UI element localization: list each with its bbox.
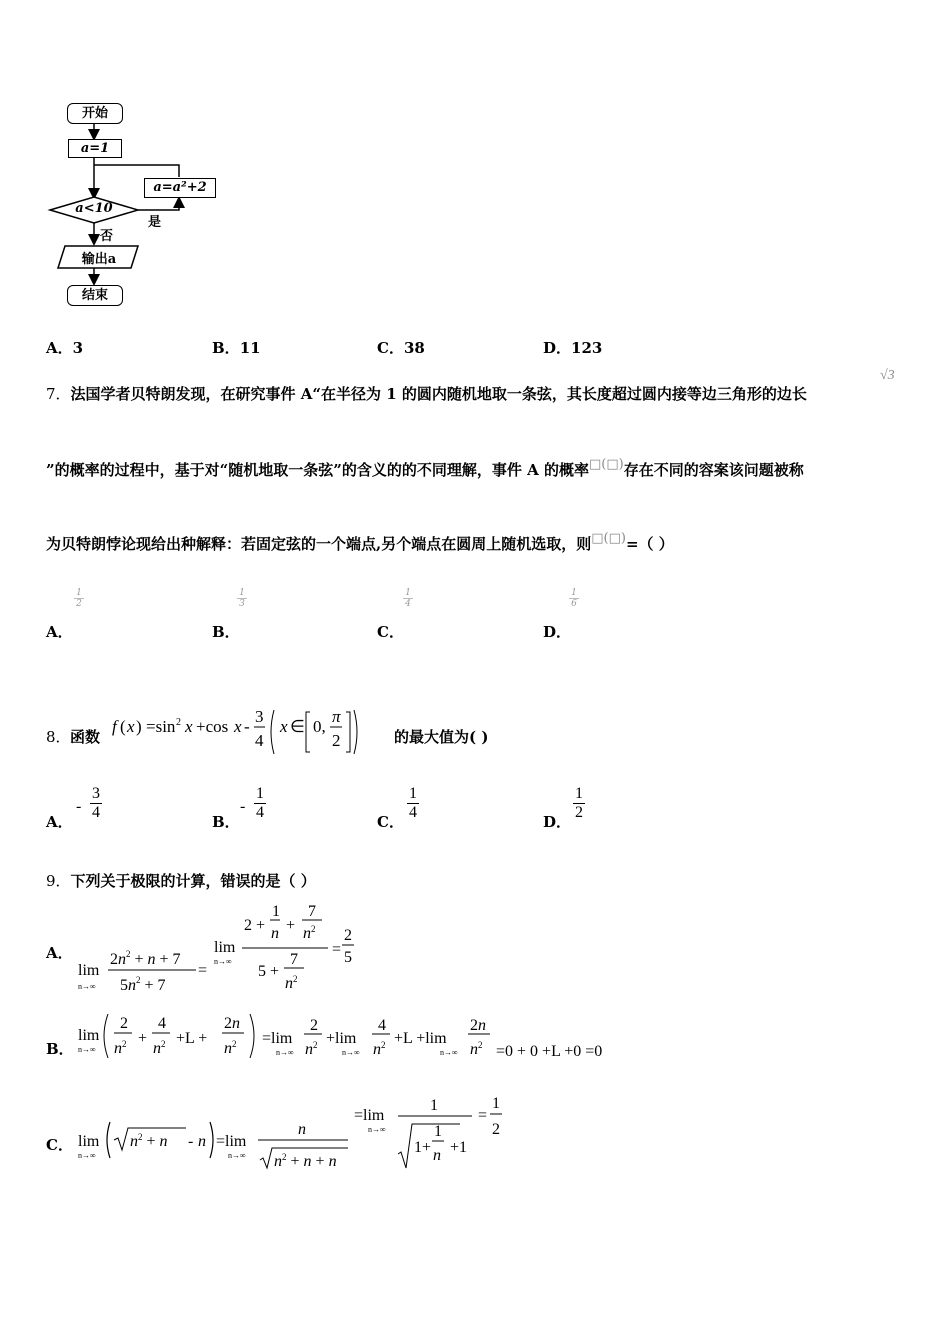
svg-text:=: = [332,941,342,958]
q9-stem: 9．下列关于极限的计算，错误的是（ ） [46,872,316,890]
svg-text:1+: 1+ [414,1139,432,1156]
flowchart-condition: a<10 [75,201,113,216]
svg-text:x: x [234,717,242,736]
svg-text:lim: lim [78,1027,100,1044]
q9-option-a[interactable]: A． lim n→∞ $2n^2 + n + 7$ $5n^2 + 7$ = lim n→∞ 2 + 1 n + 7 $n^2$ 5 + 7 $n^2$ = 2 5 [46,900,386,1000]
q7-sqrt3: √3 [880,368,895,383]
q6-option-d[interactable]: D．123 [543,339,603,357]
svg-text:+: + [286,917,296,934]
q8-lead: 函数 [70,728,101,746]
q7-line2: ”的概率的过程中，基于对“随机地取一条弦”的含义的的不同理解，事件 A 的概率□(□)存在不同的容案该问题被称 [46,457,804,479]
q8-tail: 的最大值为( ) [394,728,489,746]
svg-text:(: ( [120,717,126,736]
svg-text:=lim: =lim [354,1107,385,1124]
svg-text:2: 2 [176,717,181,728]
svg-text:n2: $n^2$ [373,1040,386,1058]
q8-function [110,708,395,758]
q6-option-a[interactable]: A．3 [46,339,84,357]
svg-text:1: 1 [272,903,280,920]
q9-b-formula [76,1008,646,1068]
q7-number: 7． [46,385,71,403]
svg-text:n2: $n^2$ [303,924,316,942]
svg-text:+cos: +cos [196,717,229,736]
flowchart-no: 否 [100,229,114,244]
svg-text:n2: $n^2$ [114,1039,127,1057]
svg-text:f: f [112,717,117,736]
q8-option-b[interactable]: B． - $\frac{1}{4}$ [212,785,264,831]
q8-option-c[interactable]: C． $\frac{1}{4}$ [377,785,417,831]
svg-text:-: - [188,1133,194,1150]
svg-text:n→∞: n→∞ [78,982,96,991]
svg-text:n: n [198,1133,206,1150]
svg-text:n→∞: n→∞ [228,1151,246,1160]
svg-text:2: 2 [310,1017,318,1034]
q9-option-c[interactable]: C． lim n→∞ $n^2 + n$ - n =lim n→∞ n $n^2 + n + n$ =lim n→∞ 1 1+ 1 n +1 = 1 2 [46,1094,526,1176]
q6-option-b[interactable]: B．11 [212,339,261,357]
svg-text:5: 5 [344,949,352,966]
svg-text:n→∞: n→∞ [276,1048,294,1057]
svg-text:+lim: +lim [326,1030,357,1047]
q8-line [46,702,566,762]
svg-text:5 +: 5 + [258,963,280,980]
svg-text:): ) [136,717,142,736]
svg-text:π: π [332,708,341,726]
q7-probability-glyph: □(□) [588,457,624,472]
q9-a-formula [76,900,396,1000]
svg-text:n2: $n^2$ [285,974,298,992]
svg-text:2: 2 [332,731,341,750]
svg-text:n2: $n^2$ [224,1039,237,1057]
q7-line1: 7．法国学者贝特朗发现，在研究事件 A“在半径为 1 的圆内随机地取一条弦，其长度超过圆内接等边三角形的边长 [46,385,807,403]
flowchart-yes: 是 [148,215,162,230]
svg-text:1: 1 [430,1097,438,1114]
q8-function-formula [110,708,395,760]
svg-text:+: + [138,1030,148,1047]
svg-text:-: - [244,717,250,736]
svg-text:2: 2 [492,1121,500,1138]
svg-text:5n2 + 7: $5n^2 + 7$ [120,975,166,994]
svg-text:=lim: =lim [262,1030,293,1047]
svg-text:2: 2 [344,927,352,944]
svg-text:n2: $n^2$ [153,1039,166,1057]
q9-c-formula [76,1094,526,1176]
svg-text:0,: 0, [313,717,326,736]
svg-text:2n: 2n [470,1017,486,1034]
svg-text:n→∞: n→∞ [214,957,232,966]
svg-text:=sin: =sin [146,717,176,736]
svg-text:1: 1 [492,1095,500,1112]
flowchart [40,95,240,310]
svg-text:lim: lim [214,939,236,956]
q8-number: 8． [46,728,71,746]
svg-text:2 +: 2 + [244,917,266,934]
svg-text:1: 1 [434,1123,442,1140]
q9-option-b[interactable]: B． lim n→∞ 2 $n^2$ + 4 $n^2$ +L + 2n $n^2$ =lim n→∞ 2 $n^2$ +lim n→∞ 4 $n^2$ +L +lim n→∞ 2n $n^2$ =0 + 0 +L +0 =0 [46,1008,646,1068]
svg-text:3: 3 [255,708,264,726]
svg-text:7: 7 [290,951,298,968]
svg-text:7: 7 [308,903,316,920]
q8-option-d[interactable]: D． $\frac{1}{2}$ [543,785,583,831]
svg-text:n→∞: n→∞ [78,1045,96,1054]
svg-text:∈: ∈ [290,717,305,736]
svg-text:+L +: +L + [176,1030,208,1047]
q7-line3: 为贝特朗悖论现给出种解释：若固定弦的一个端点,另个端点在圆周上随机选取，则□(□)=（ ） [46,531,674,553]
svg-text:n2 + n + n: $n^2 + n + n$ [274,1152,337,1170]
flowchart-end: 结束 [67,285,123,306]
svg-text:lim: lim [78,962,100,979]
svg-text:2n2 + n + 7: $2n^2 + n + 7$ [110,949,181,968]
svg-text:2n: 2n [224,1015,240,1032]
svg-text:n→∞: n→∞ [440,1048,458,1057]
svg-text:=: = [478,1107,488,1124]
flowchart-init: a=1 [68,139,122,158]
svg-text:n2: $n^2$ [470,1040,483,1058]
svg-text:x: x [127,717,135,736]
flowchart-start: 开始 [67,103,123,124]
svg-text:n→∞: n→∞ [78,1151,96,1160]
svg-text:x: x [280,717,288,736]
svg-text:n→∞: n→∞ [368,1125,386,1134]
svg-text:2: 2 [120,1015,128,1032]
svg-text:n2 + n: $n^2 + n$ [130,1132,168,1150]
svg-text:=: = [198,962,208,979]
svg-text:+1: +1 [450,1139,468,1156]
svg-text:n: n [433,1147,441,1164]
svg-text:4: 4 [158,1015,166,1032]
flowchart-output: 输出a [81,252,117,267]
svg-text:n: n [271,925,279,942]
svg-text:+L +lim: +L +lim [394,1030,447,1047]
svg-text:=lim: =lim [216,1133,247,1150]
q8-option-a[interactable]: A． - $\frac{3}{4}$ [46,785,100,831]
flowchart-update: a=a²+2 [144,178,216,198]
svg-text:n→∞: n→∞ [342,1048,360,1057]
svg-text:=0 + 0 +L +0 =0: =0 + 0 +L +0 =0 [496,1043,603,1060]
svg-text:4: 4 [378,1017,386,1034]
svg-text:4: 4 [255,731,264,750]
q7-probability-glyph-2: □(□) [591,531,626,546]
svg-text:lim: lim [78,1133,100,1150]
svg-text:n: n [298,1121,306,1138]
q6-option-c[interactable]: C．38 [377,339,425,357]
q9-number: 9． [46,872,71,890]
svg-text:x: x [185,717,193,736]
svg-text:n2: $n^2$ [305,1040,318,1058]
